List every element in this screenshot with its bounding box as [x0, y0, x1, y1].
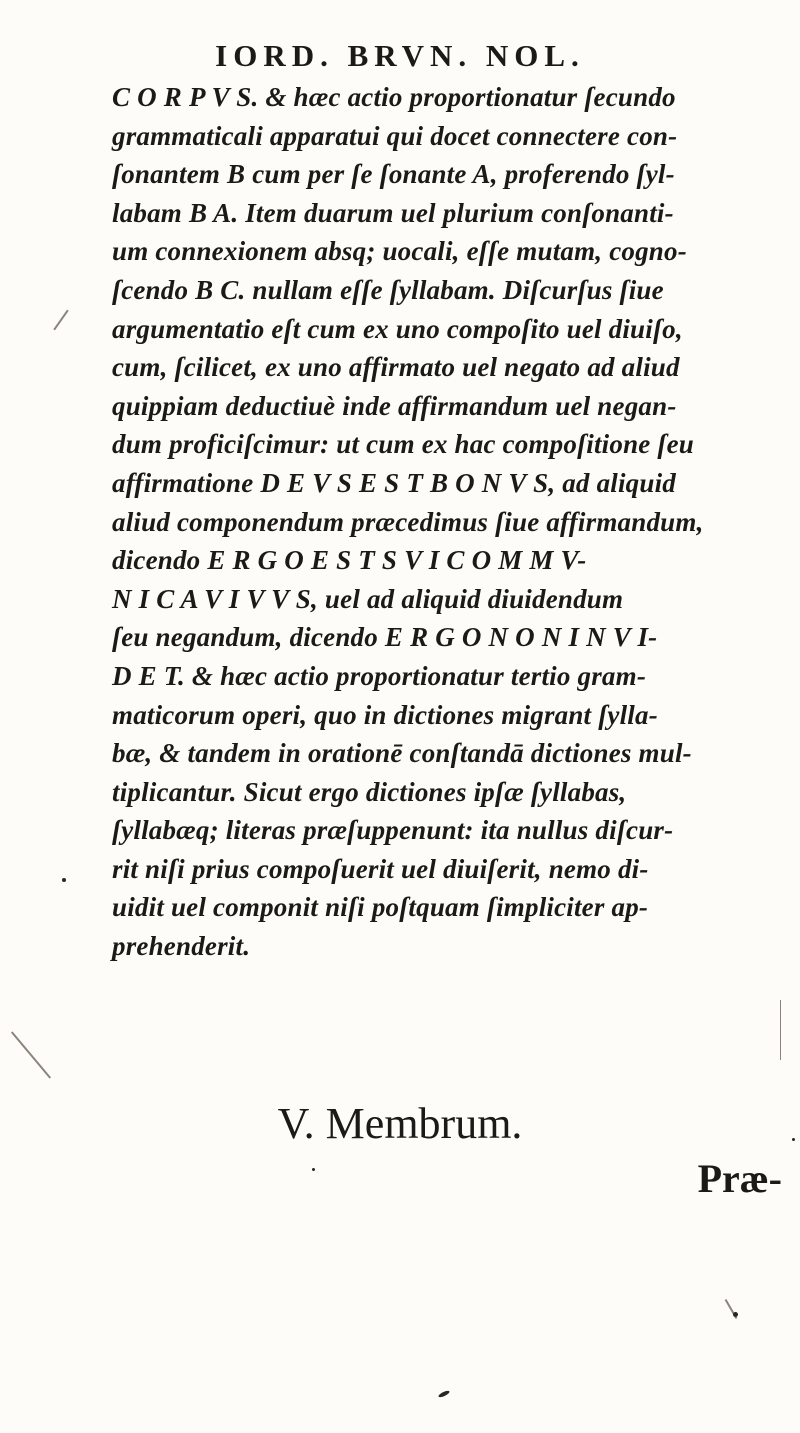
- catchword: Præ-: [697, 1156, 782, 1201]
- text-line: grammaticali apparatui qui docet connectere con-: [112, 120, 678, 151]
- text-line: D E T. & hæc actio proportionatur tertio gram-: [112, 660, 647, 691]
- text-line: dicendo E R G O E S T S V I C O M M V-: [112, 545, 587, 576]
- text-line: ſeu negandum, dicendo E R G O N O N I N V I-: [112, 622, 658, 653]
- text-line: uidit uel componit niſi poſtquam ſimpliciter ap-: [112, 892, 649, 923]
- text-line: rit niſi prius compoſuerit uel diuiſerit, nemo di-: [112, 853, 649, 884]
- text-line: um connexionem absq; uocali, eſſe mutam, cogno-: [112, 236, 687, 267]
- section-heading: V. Membrum.: [277, 1099, 523, 1148]
- text-line: ſonantem B cum per ſe ſonante A, proferendo ſyl-: [112, 159, 675, 190]
- text-line: bæ, & tandem in orationē conſtandā dictiones mul-: [112, 738, 692, 769]
- text-line: cum, ſcilicet, ex uno affirmato uel negato ad aliud: [112, 352, 680, 383]
- text-line: N I C A V I V V S, uel ad aliquid diuidendum: [112, 583, 624, 614]
- text-line: maticorum operi, quo in dictiones migrant ſylla-: [112, 699, 658, 730]
- ink-speck: [733, 1312, 738, 1317]
- text-line: prehenderit.: [112, 931, 251, 962]
- ink-speck: [62, 878, 66, 882]
- body-text: [112, 78, 792, 966]
- text-line: ſyllabæq; literas præſuppenunt: ita nullus diſcur-: [112, 815, 674, 846]
- text-line: aliud componendum præcedimus ſiue affirmandum,: [112, 506, 704, 537]
- margin-stroke: [780, 1000, 781, 1060]
- text-line: affirmatione D E V S E S T B O N V S, ad aliquid: [112, 467, 676, 498]
- ink-speck: [312, 1168, 315, 1171]
- running-head: IORD. BRVN. NOL.: [215, 38, 585, 73]
- text-line: tiplicantur. Sicut ergo dictiones ipſæ ſyllabas,: [112, 776, 627, 807]
- text-line: argumentatio eſt cum ex uno compoſito uel diuiſo,: [112, 313, 683, 344]
- text-line: ſcendo B C. nullam eſſe ſyllabam. Diſcurſus ſiue: [112, 274, 664, 305]
- text-line: quippiam deductiuè inde affirmandum uel negan-: [112, 390, 677, 421]
- margin-stroke: [53, 310, 68, 331]
- text-line: C O R P V S. & hæc actio proportionatur ſecundo: [112, 82, 676, 112]
- text-line: labam B A. Item duarum uel plurium conſonanti-: [112, 197, 674, 228]
- ink-speck: [438, 1390, 451, 1399]
- ink-speck: [792, 1138, 795, 1141]
- margin-stroke: [11, 1031, 51, 1078]
- text-line: dum proficiſcimur: ut cum ex hac compoſitione ſeu: [112, 429, 695, 460]
